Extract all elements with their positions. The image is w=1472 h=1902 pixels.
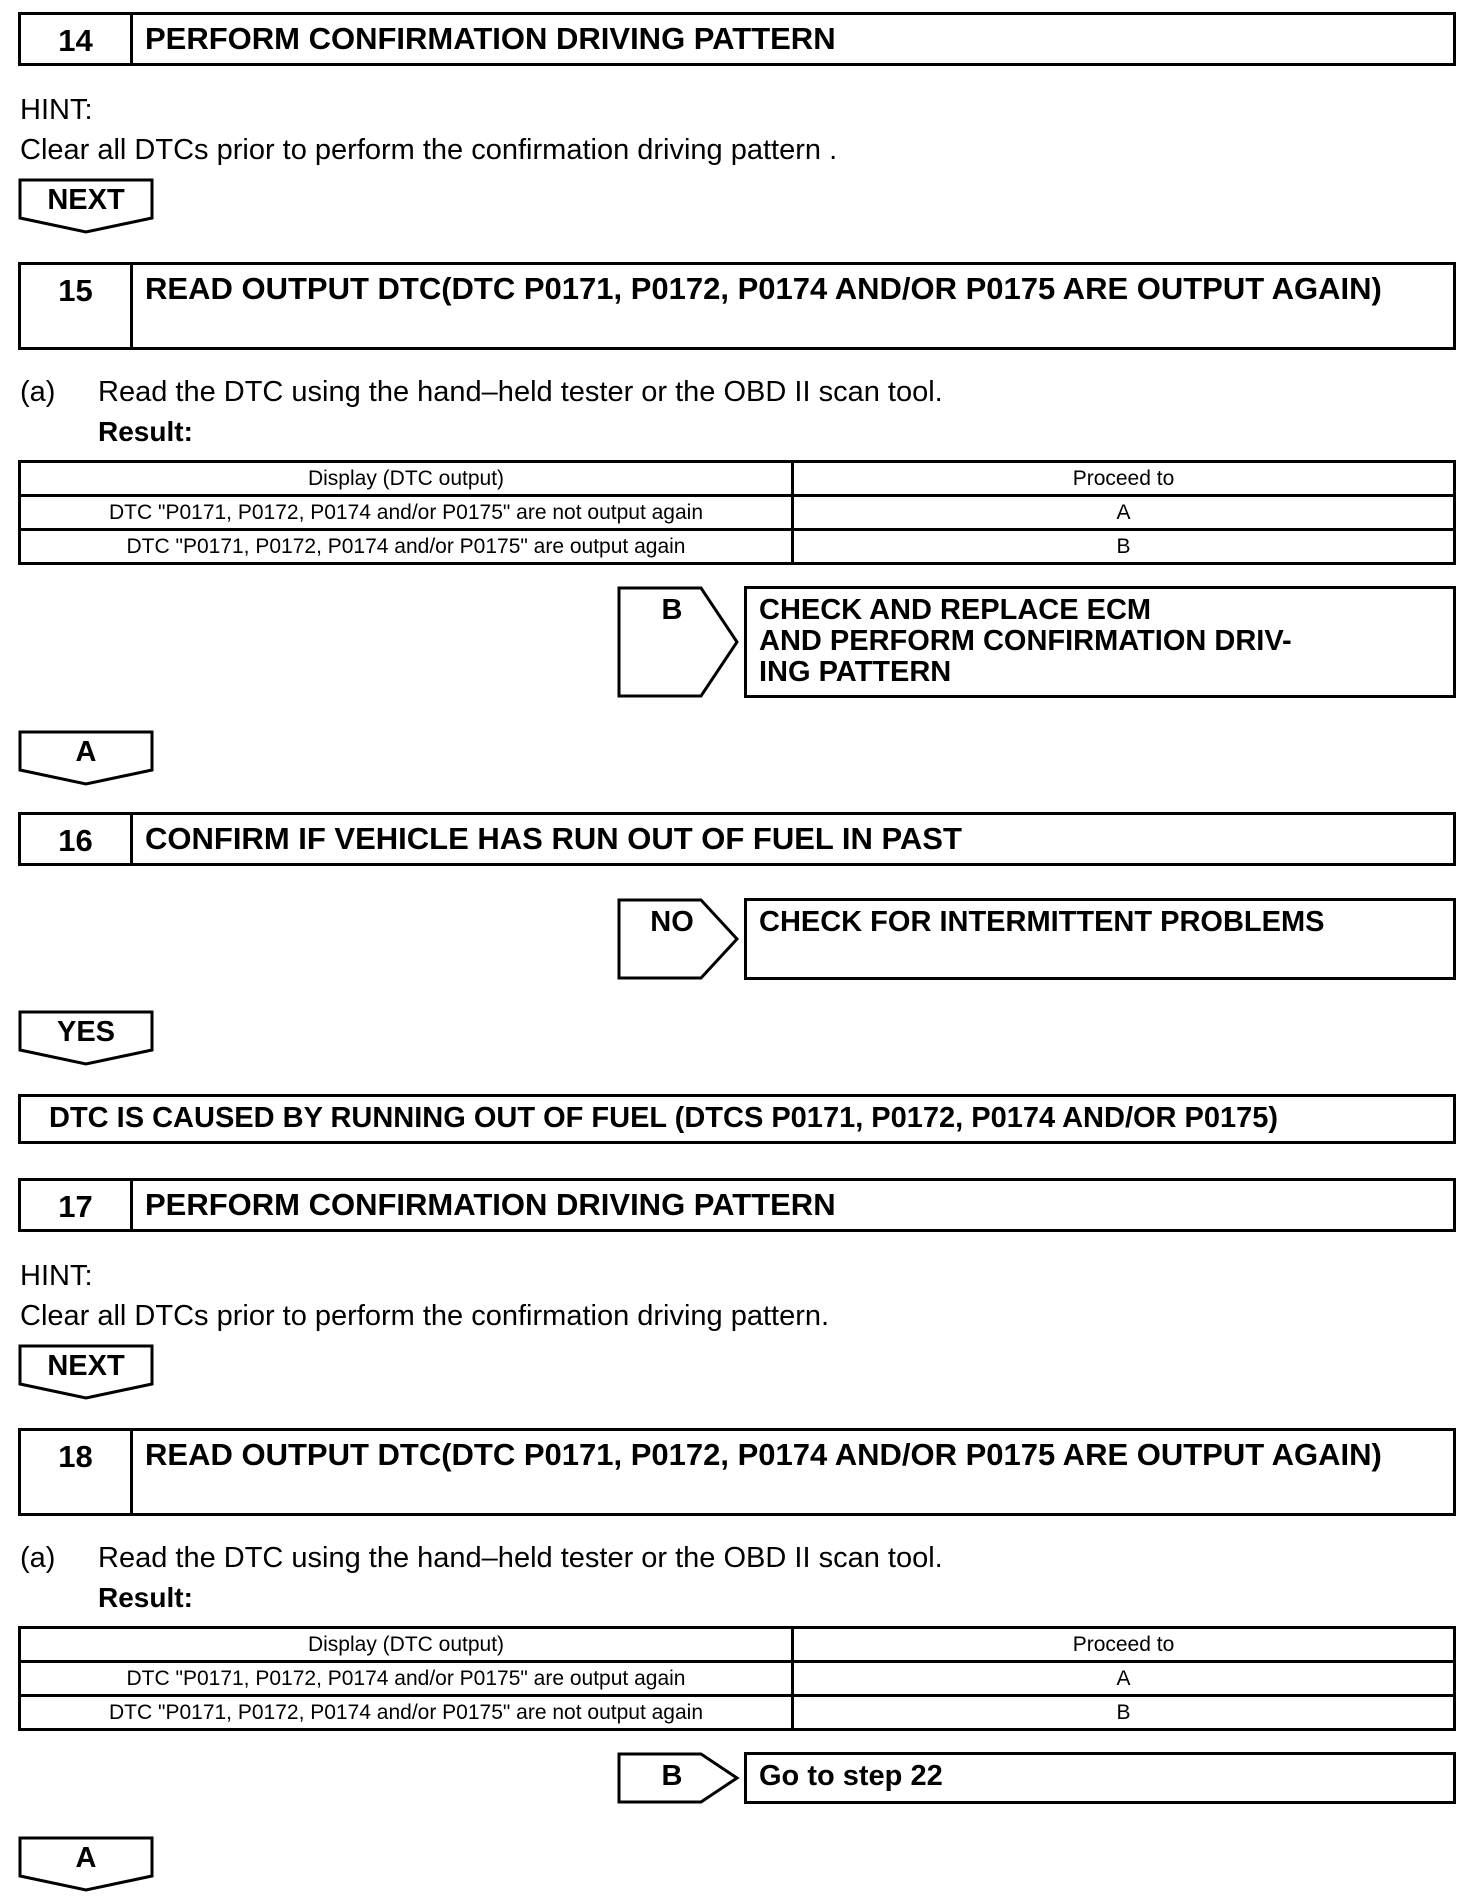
table-cell: DTC "P0171, P0172, P0174 and/or P0175" are output again <box>20 530 793 564</box>
step-number: 17 <box>21 1181 133 1229</box>
hint-text: Clear all DTCs prior to perform the confirmation driving pattern. <box>20 1300 830 1332</box>
result-table <box>18 460 1456 565</box>
step-title: READ OUTPUT DTC(DTC P0171, P0172, P0174 AND/OR P0175 ARE OUTPUT AGAIN) <box>145 1437 1382 1472</box>
result-label: Result: <box>98 416 193 447</box>
table-cell: A <box>793 496 1455 530</box>
branch-a-tag <box>18 730 154 786</box>
step-number: 18 <box>21 1431 133 1513</box>
substep-index: (a) <box>20 376 56 408</box>
next-tag <box>18 178 154 234</box>
step-18-header <box>18 1428 1456 1516</box>
header-cell: Proceed to <box>793 462 1455 496</box>
substep-index: (a) <box>20 1542 56 1574</box>
next-tag <box>18 1344 154 1400</box>
table-row <box>20 1696 1455 1730</box>
header-cell: Display (DTC output) <box>20 462 793 496</box>
conclusion-banner: DTC IS CAUSED BY RUNNING OUT OF FUEL (DTCS P0171, P0172, P0174 AND/OR P0175) <box>18 1094 1456 1144</box>
step-17-header <box>18 1178 1456 1232</box>
branch-yes-label: YES <box>56 1016 116 1048</box>
table-row <box>20 1662 1455 1696</box>
result-table <box>18 1626 1456 1731</box>
next-label: NEXT <box>47 184 125 216</box>
table-header-row <box>20 1628 1455 1662</box>
step-number: 14 <box>21 15 133 63</box>
substep-text: Read the DTC using the hand–held tester or the OBD II scan tool. <box>98 376 943 408</box>
table-cell: B <box>793 1696 1455 1730</box>
branch-a-tag <box>18 1836 154 1892</box>
table-cell: B <box>793 530 1455 564</box>
table-row <box>20 496 1455 530</box>
action-box: Go to step 22 <box>744 1752 1456 1804</box>
action-line: ING PATTERN <box>759 656 952 688</box>
result-label: Result: <box>98 1582 193 1613</box>
branch-a-label: A <box>75 1842 97 1874</box>
header-cell: Proceed to <box>793 1628 1455 1662</box>
branch-label: NO <box>650 906 694 938</box>
branch-b-arrow <box>617 586 741 698</box>
action-box <box>744 586 1456 698</box>
next-label: NEXT <box>47 1350 125 1382</box>
substep-text: Read the DTC using the hand–held tester or the OBD II scan tool. <box>98 1542 943 1574</box>
table-cell: DTC "P0171, P0172, P0174 and/or P0175" are not output again <box>20 1696 793 1730</box>
action-box: CHECK FOR INTERMITTENT PROBLEMS <box>744 898 1456 980</box>
branch-a-label: A <box>75 736 97 768</box>
step-title: READ OUTPUT DTC(DTC P0171, P0172, P0174 AND/OR P0175 ARE OUTPUT AGAIN) <box>145 271 1382 306</box>
action-line: CHECK AND REPLACE ECM <box>759 594 1152 626</box>
step-number: 16 <box>21 815 133 863</box>
hint-label: HINT: <box>20 94 93 126</box>
hint-text: Clear all DTCs prior to perform the confirmation driving pattern . <box>20 134 838 166</box>
step-15-header <box>18 262 1456 350</box>
header-cell: Display (DTC output) <box>20 1628 793 1662</box>
table-row <box>20 530 1455 564</box>
step-title: CONFIRM IF VEHICLE HAS RUN OUT OF FUEL IN PAST <box>145 821 962 856</box>
step-16-header <box>18 812 1456 866</box>
branch-b-arrow <box>617 1752 741 1804</box>
substep <box>20 1542 943 1575</box>
step-title: PERFORM CONFIRMATION DRIVING PATTERN <box>145 21 836 56</box>
substep <box>20 376 943 409</box>
hint-label: HINT: <box>20 1260 93 1292</box>
table-cell: DTC "P0171, P0172, P0174 and/or P0175" are output again <box>20 1662 793 1696</box>
branch-label: B <box>661 1760 683 1792</box>
step-14-header <box>18 12 1456 66</box>
step-title: PERFORM CONFIRMATION DRIVING PATTERN <box>145 1187 836 1222</box>
table-cell: A <box>793 1662 1455 1696</box>
branch-label: B <box>661 594 683 626</box>
action-line: AND PERFORM CONFIRMATION DRIV- <box>759 625 1292 657</box>
branch-no-arrow <box>617 898 741 980</box>
table-header-row <box>20 462 1455 496</box>
step-number: 15 <box>21 265 133 347</box>
table-cell: DTC "P0171, P0172, P0174 and/or P0175" are not output again <box>20 496 793 530</box>
branch-yes-tag <box>18 1010 154 1066</box>
